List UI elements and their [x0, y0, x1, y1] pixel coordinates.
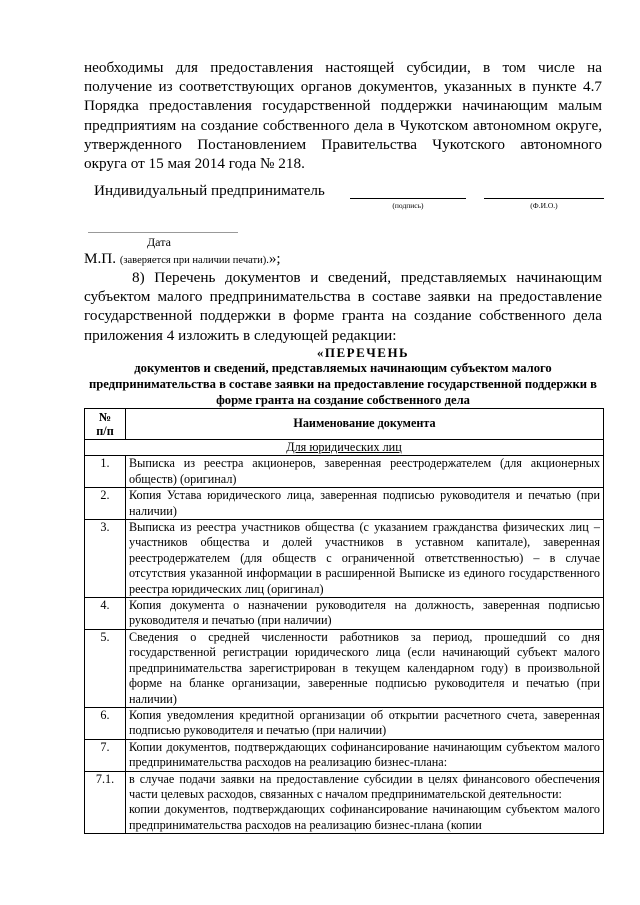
row-text: [126, 771, 604, 834]
signature-block: [84, 178, 604, 218]
row-text: Выписка из реестра участников общества (с указанием гражданства физических лиц – участников общества и долей участников в уставном капитале), заверенная реестродержателем (для обществ с ограниченной ответственностью) – в случае отсутствия указанной информации в расширенной Выписке из единого государственного реестра юридических лиц (оригинал): [126, 520, 604, 598]
row-number: 5.: [85, 629, 126, 707]
table-row: [85, 771, 604, 834]
table-header-row: [85, 409, 604, 440]
list-title: «ПЕРЕЧЕНЬ: [316, 345, 410, 360]
row-text-part: копии документов, подтверждающих софинансирование начинающим субъектом малого предпринимательства расходов на реализацию бизнес-плана (копии: [129, 802, 600, 832]
full-name-line: [484, 198, 604, 211]
row-number: 2.: [85, 488, 126, 520]
date-line: [88, 232, 238, 233]
stamp-line: [84, 250, 281, 268]
list-heading: [84, 345, 602, 408]
row-text: Сведения о средней численности работников за период, прошедший со дня государственной регистрации юридического лица (если начинающий субъект малого предпринимательства зарегистрирован в текущем календарном году) в произвольной форме на бланке организации, заверенные подписью руководителя и печатью (при наличии): [126, 629, 604, 707]
row-number: 6.: [85, 707, 126, 739]
row-number: 4.: [85, 598, 126, 630]
row-text: Выписка из реестра акционеров, заверенная реестродержателем (для акционерных обществ) (оригинал): [126, 456, 604, 488]
table-row: [85, 488, 604, 520]
paragraph-8: 8) Перечень документов и сведений, представляемых начинающим субъектом малого предпринимательства в составе заявки на предоставление государственной поддержки в форме гранта на создание собственного дела приложения 4 изложить в следующей редакции:: [84, 269, 602, 344]
section-row: [85, 440, 604, 456]
intro-paragraph: необходимы для предоставления настоящей субсидии, в том числе на получение из соответствующих органов документов, указанных в пункте 4.7 Порядка предоставления государственной поддержки начинающим малым предприятиям на создание собственного дела в Чукотском автономном округе, утвержденного Постановлением Правительства Чукотского автономного округа от 15 мая 2014 года № 218.: [84, 59, 602, 173]
table-row: [85, 456, 604, 488]
row-number: 3.: [85, 520, 126, 598]
row-text: Копия Устава юридического лица, заверенная подписью руководителя и печатью (при наличии): [126, 488, 604, 520]
table-row: [85, 629, 604, 707]
header-document-name: Наименование документа: [126, 409, 604, 440]
stamp-label: М.П.: [84, 250, 117, 267]
entrepreneur-label: Индивидуальный предприниматель: [94, 182, 325, 199]
table-row: [85, 598, 604, 630]
stamp-note: (заверяется при наличии печати).: [119, 255, 269, 266]
row-text-part: в случае подачи заявки на предоставление субсидии в целях финансового обеспечения части целевых расходов, связанных с началом предпринимательской деятельности:: [129, 771, 600, 801]
row-text: Копия уведомления кредитной организации об открытии расчетного счета, заверенная подписью руководителя и печатью (при наличии): [126, 707, 604, 739]
row-number: 1.: [85, 456, 126, 488]
row-number: 7.1.: [85, 771, 126, 834]
list-subtitle: документов и сведений, представляемых начинающим субъектом малого предпринимательства в составе заявки на предоставление государственной поддержки в форме гранта на создание собственного дела: [89, 361, 597, 407]
row-number: 7.: [85, 739, 126, 771]
table-row: [85, 520, 604, 598]
full-name-caption: (Ф.И.О.): [530, 201, 558, 210]
signature-caption: (подпись): [392, 201, 424, 210]
row-text: Копия документа о назначении руководителя на должность, заверенная подписью руководителя и печатью (при наличии): [126, 598, 604, 630]
documents-table: [84, 408, 604, 834]
row-text: Копии документов, подтверждающих софинансирование начинающим субъектом малого предпринимательства расходов на реализацию бизнес-плана:: [126, 739, 604, 771]
table-row: [85, 739, 604, 771]
signature-line: [350, 198, 466, 211]
header-number: № п/п: [85, 409, 126, 440]
table-row: [85, 707, 604, 739]
date-label: Дата: [147, 235, 171, 249]
stamp-suffix: »;: [268, 250, 281, 267]
section-title: Для юридических лиц: [286, 440, 402, 454]
